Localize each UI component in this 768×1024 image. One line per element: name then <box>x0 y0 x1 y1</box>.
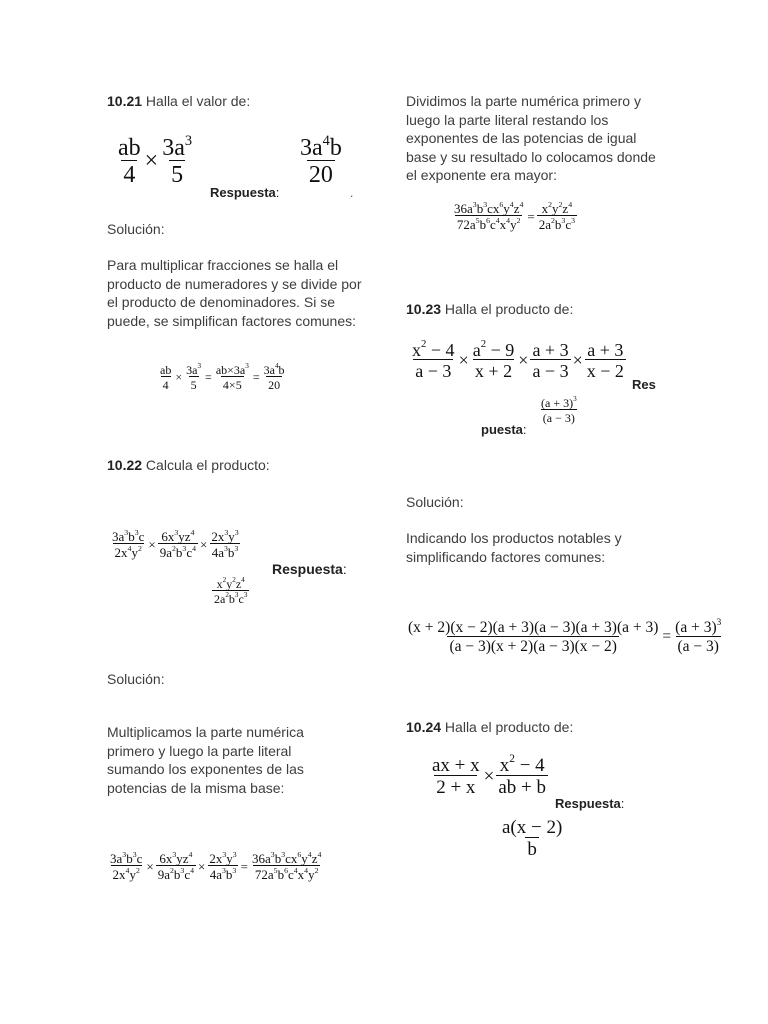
fraction <box>500 818 564 859</box>
denominator: 5 <box>190 378 197 392</box>
denominator: $4a^3b^3$ <box>209 865 237 882</box>
numerator: ax + x <box>432 755 480 776</box>
times-sign: × <box>483 765 495 787</box>
times-sign: × <box>198 858 206 874</box>
numerator: $6x^3yz^4$ <box>161 527 195 544</box>
numerator: $ab\times 3a^3$ <box>215 361 249 377</box>
numerator: $x^2y^2z^4$ <box>541 199 573 216</box>
fraction <box>158 364 173 391</box>
respuesta-label: Respuesta: <box>555 796 625 811</box>
fraction <box>452 199 525 232</box>
numerator: $2x^3y^3$ <box>209 849 237 866</box>
respuesta-label: Respuesta: <box>272 561 347 577</box>
numerator: (x + 2)(x − 2)(a + 3)(a − 3)(a + 3)(a + 3) <box>408 619 659 636</box>
numerator: a + 3 <box>532 340 569 360</box>
fraction <box>471 338 517 381</box>
solucion-label: Solución: <box>107 221 165 237</box>
fraction <box>496 753 548 798</box>
numerator: $36a^3b^3cx^6y^4z^4$ <box>454 199 524 216</box>
problem-10-21-answer <box>298 132 344 188</box>
division-equation <box>452 199 577 232</box>
fraction <box>530 341 570 380</box>
denominator: $4a^3b^3$ <box>211 543 239 560</box>
fraction <box>158 527 198 560</box>
numerator: $a^2 - 9$ <box>472 338 515 360</box>
respuesta-label-part1: Res <box>632 377 656 392</box>
explanation-paragraph: Para multiplicar fracciones se halla el producto de numeradores y se divide por el producto de denominadores. Si se puede, se simplifican factores comunes: <box>107 257 362 329</box>
numerator: a(x − 2) <box>502 817 563 838</box>
numerator: $x^2 - 4$ <box>412 338 455 360</box>
denominator: x − 2 <box>586 361 624 381</box>
denominator: 4 <box>162 378 169 392</box>
worked-equation <box>406 617 723 655</box>
denominator: 5 <box>171 162 184 188</box>
problem-10-22-answer <box>212 575 249 606</box>
numerator: $x^2y^2z^4$ <box>216 575 245 591</box>
denominator: 20 <box>308 162 333 188</box>
problem-statement: Halla el producto de: <box>441 719 574 735</box>
denominator: 20 <box>268 378 281 392</box>
problem-statement: Halla el valor de: <box>142 93 251 109</box>
problem-number: 10.23 <box>406 301 442 317</box>
numerator: ab <box>160 363 172 377</box>
fraction <box>406 620 660 654</box>
numerator: $(a + 3)^3$ <box>675 617 722 636</box>
problem-10-24-heading <box>406 718 573 737</box>
denominator: 2 + x <box>436 777 476 798</box>
worked-equation <box>158 361 287 392</box>
fraction <box>537 199 577 232</box>
problem-10-21-heading <box>107 92 250 111</box>
problem-number: 10.22 <box>107 457 143 473</box>
numerator: $36a^3b^3cx^6y^4z^4$ <box>252 849 322 866</box>
problem-10-24-answer <box>500 818 564 859</box>
fraction <box>214 361 251 392</box>
times-sign: × <box>572 350 583 370</box>
denominator: 4 <box>123 162 136 188</box>
fraction <box>262 361 287 392</box>
numerator: $6x^3yz^4$ <box>159 849 193 866</box>
fraction <box>110 527 146 560</box>
equals-sign: = <box>205 370 212 384</box>
fraction <box>673 617 723 655</box>
explanation-paragraph: Dividimos la parte numérica primero y luego la parte literal restando los exponentes de las potencias de igual base y su resultado lo colocamos donde el exponente era mayor: <box>406 93 656 183</box>
fraction <box>585 341 626 380</box>
problem-number: 10.24 <box>406 719 442 735</box>
numerator: $3a^4b$ <box>263 361 285 377</box>
fraction <box>156 849 196 882</box>
times-sign: × <box>518 350 529 370</box>
denominator: b <box>527 839 537 860</box>
numerator: $3a^3$ <box>186 361 202 377</box>
denominator: $2x^4y^2$ <box>112 865 140 882</box>
denominator: a − 3 <box>532 361 569 381</box>
numerator: $x^2 - 4$ <box>499 753 545 776</box>
numerator: $2x^3y^3$ <box>211 527 239 544</box>
denominator: $72a^5b^6c^4x^4y^2$ <box>456 215 521 232</box>
denominator: $9a^2b^3c^4$ <box>159 543 196 560</box>
denominator: $9a^2b^3c^4$ <box>157 865 194 882</box>
problem-10-22-heading <box>107 456 270 475</box>
times-sign: × <box>458 350 469 370</box>
fraction <box>539 394 579 425</box>
fraction <box>250 849 323 882</box>
worked-equation <box>108 849 323 882</box>
fraction <box>207 849 238 882</box>
denominator: (a − 3) <box>677 637 719 655</box>
fraction <box>298 132 344 188</box>
denominator: (a − 3) <box>542 411 575 425</box>
numerator: $3a^3$ <box>162 132 193 161</box>
denominator: 4×5 <box>222 378 242 392</box>
respuesta-label-part2: puesta: <box>481 422 527 437</box>
numerator: $3a^3b^3c$ <box>112 527 145 544</box>
fraction <box>184 361 203 392</box>
times-sign: × <box>148 536 156 552</box>
problem-10-23-expression <box>410 338 626 381</box>
equals-sign: = <box>240 858 248 874</box>
times-sign: × <box>146 858 154 874</box>
solucion-label: Solución: <box>406 494 464 510</box>
respuesta-label: Respuesta: <box>210 185 280 200</box>
fraction <box>410 338 457 381</box>
problem-number: 10.21 <box>107 93 143 109</box>
solucion-label: Solución: <box>107 671 165 687</box>
equals-sign: = <box>527 208 535 224</box>
numerator: $(a + 3)^3$ <box>541 394 577 410</box>
fraction <box>160 132 194 188</box>
problem-10-22-expression <box>110 527 241 560</box>
numerator: a + 3 <box>587 340 624 360</box>
times-sign: × <box>144 148 159 174</box>
denominator: $2x^4y^2$ <box>114 543 142 560</box>
fraction <box>212 575 249 606</box>
equals-sign: = <box>662 628 672 645</box>
denominator: $2a^2b^3c^3$ <box>538 215 575 232</box>
trailing-dot: . <box>350 186 354 200</box>
fraction <box>209 527 240 560</box>
problem-10-24-expression <box>430 753 548 798</box>
denominator: $2a^2b^3c^3$ <box>214 590 248 606</box>
equals-sign: = <box>252 370 260 384</box>
problem-statement: Calcula el producto: <box>142 457 270 473</box>
denominator: ab + b <box>498 777 547 798</box>
problem-10-23-heading <box>406 300 573 319</box>
problem-statement: Halla el producto de: <box>441 301 574 317</box>
fraction <box>430 756 482 797</box>
numerator: $3a^3b^3c$ <box>110 849 143 866</box>
explanation-paragraph: Indicando los productos notables y simplificando factores comunes: <box>406 530 622 565</box>
numerator: ab <box>118 135 141 161</box>
denominator: $72a^5b^6c^4x^4y^2$ <box>254 865 319 882</box>
denominator: x + 2 <box>474 361 513 381</box>
fraction <box>108 849 144 882</box>
fraction <box>116 136 143 187</box>
times-sign: × <box>175 370 183 384</box>
numerator: $3a^4b$ <box>300 132 342 161</box>
problem-10-23-answer <box>539 394 579 425</box>
denominator: (a − 3)(x + 2)(a − 3)(x − 2) <box>449 637 617 655</box>
explanation-paragraph: Multiplicamos la parte numérica primero y luego la parte literal sumando los exponentes de las potencias de la misma base: <box>107 724 304 796</box>
denominator: a − 3 <box>415 361 452 381</box>
times-sign: × <box>200 536 208 552</box>
problem-10-21-expression <box>116 132 194 188</box>
